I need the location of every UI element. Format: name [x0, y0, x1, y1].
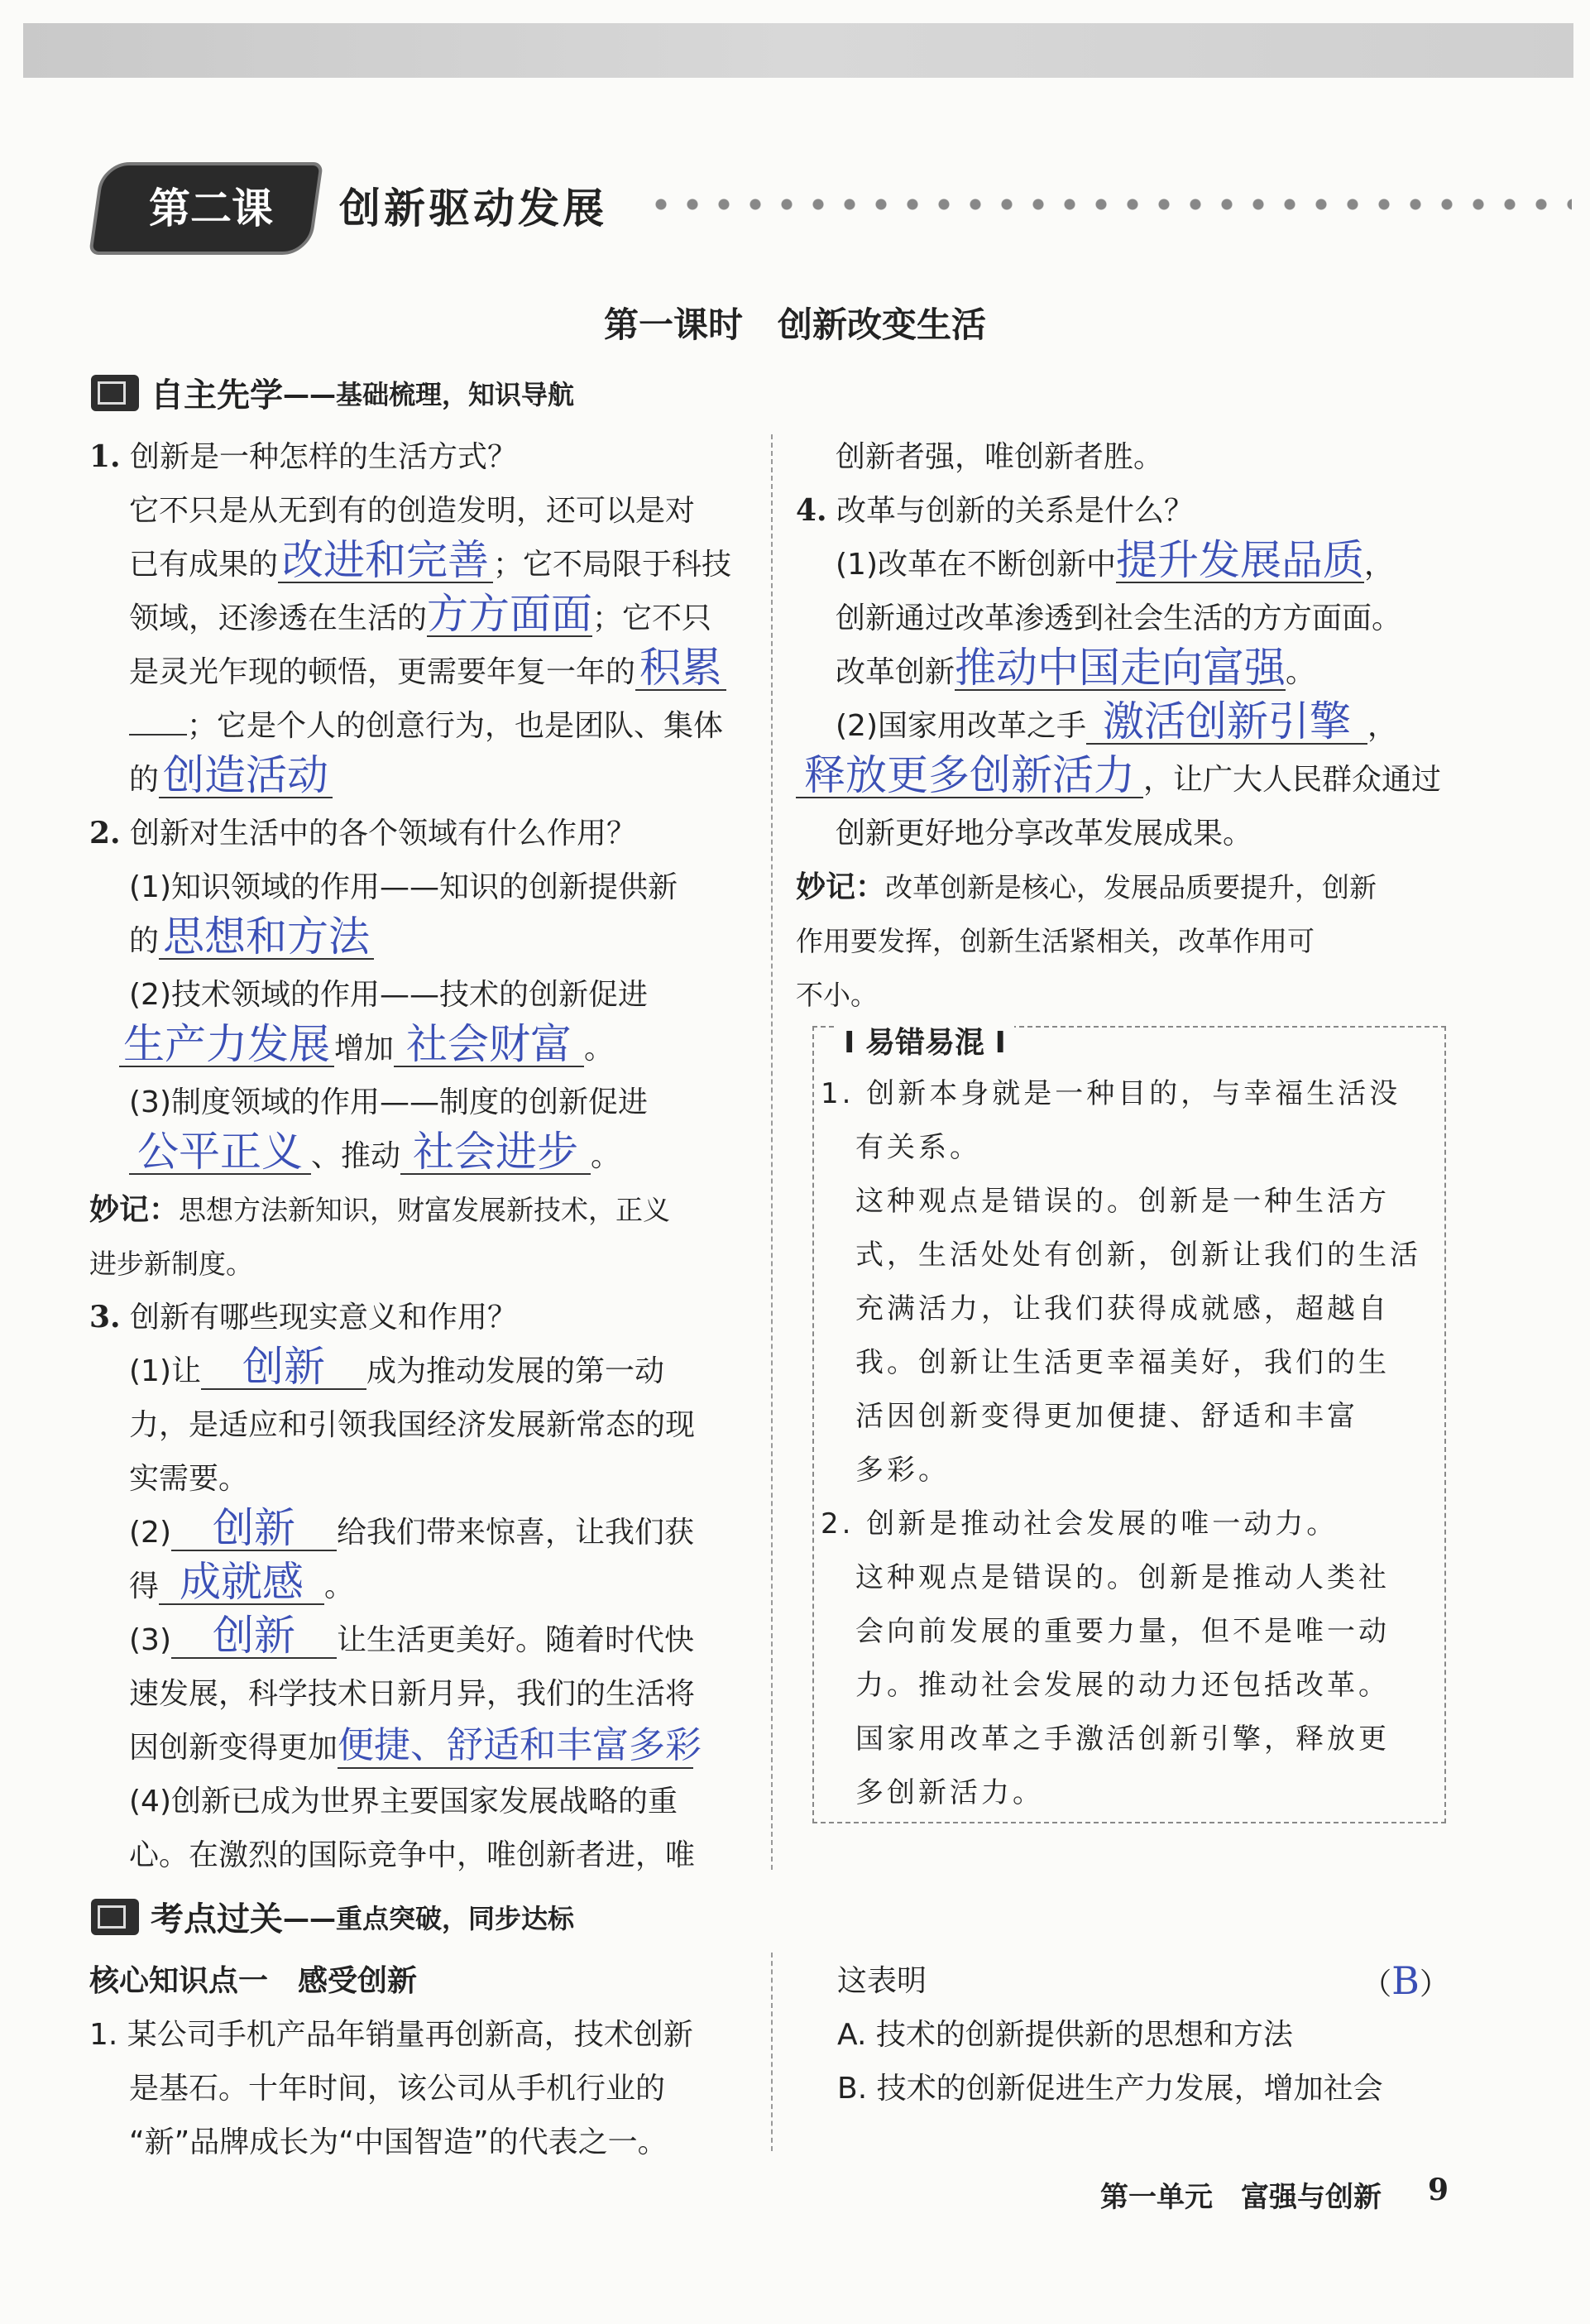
answer-blank: 推动中国走向富强 — [955, 644, 1286, 692]
section-heading-checkpoint — [91, 1893, 574, 1940]
section-subtitle: ——基础梳理，知识导航 — [283, 378, 575, 410]
answer-blank: 便捷、舒适和丰富多彩 — [338, 1724, 693, 1769]
top-scan-band — [23, 23, 1573, 78]
question-1: 创新是一种怎样的生活方式？ — [130, 440, 518, 474]
section-subtitle: ——重点突破，同步达标 — [283, 1902, 575, 1934]
answer-blank: 公平正义 — [129, 1130, 311, 1175]
knowledge-point: 核心知识点一 感受创新 — [89, 1964, 418, 1998]
answer-blank: 释放更多创新活力 — [796, 754, 1143, 798]
answer-blank: 成就感 — [159, 1560, 324, 1605]
answer-blank: 社会进步 — [400, 1130, 591, 1175]
answer-blank: 方方面面 — [427, 590, 593, 638]
notebook-icon — [91, 375, 139, 411]
answer-blank: 提升发展品质 — [1116, 536, 1364, 584]
mnemonic-label: 妙记： — [89, 1193, 180, 1227]
question-2: 创新对生活中的各个领域有什么作用？ — [130, 817, 637, 851]
answer-blank: 思想和方法 — [159, 915, 374, 960]
section-title: 考点过关 — [151, 1900, 283, 1938]
answer-blank: 生产力发展 — [119, 1023, 334, 1067]
question-text: 1. 某公司手机产品年销量再创新高，技术创新 — [89, 2018, 693, 2052]
lesson-tag: 第二课 — [149, 184, 273, 232]
left-column: 1. 创新是一种怎样的生活方式？ 它不只是从无到有的创造发明，还可以是对 已有成果的 改进和完善 ；它不局限于科技 领域，还渗透在生活的方方面面；它不只 是灵光乍现的顿悟，更需要年复一年的 积累 ；它是个人的创意行为，也是团队、集体 的 创造活动 2. 创新对生活中的各个领域有什么作用？ (1)知识领域的作用——知识的创新提供新 的 思想和方法 (2)技术领域的作用——技术的创新促进 生产力发展 增加 社会财富 。 (3)制度领域的作用——制度的创新促进 公平正义 、推动 社会进步 。 妙记：思想方法新知识，财富发展新技术，正义 进步新制度。 3. 创新有哪些现实意义和作用？ (1)让 创新 成为推动发展的第一动 力，是适应和引领我国经济发展新常态的现 实需要。 (2) 创新 给我们带来惊喜，让我们获 得 成就感 。 (3) 创新 让生活更美好。随着时代快 速发展，科学技术日新月异，我们的生活将 因创新变得更加便捷、舒适和丰富多彩 (4)创新已成为世界主要国家发展战略的重 心。在激烈的国际竞争中，唯创新者进，唯 — [89, 439, 732, 1872]
answer-blank: 积累 — [635, 646, 726, 691]
answer-blank: 激活创新引擎 — [1086, 700, 1367, 745]
answer-blank: 社会财富 — [394, 1023, 584, 1067]
answer-choice: B — [1391, 1958, 1420, 2003]
section-title: 自主先学 — [151, 376, 283, 414]
blank-continuation — [129, 734, 187, 736]
column-divider — [771, 434, 773, 1870]
answer-blank: 改进和完善 — [278, 539, 493, 583]
common-mistakes-body: 1. 创新本身就是一种目的，与幸福生活没 有关系。 这种观点是错误的。创新是一种生活方 式，生活处处有创新，创新让我们的生活 充满活力，让我们获得成就感，超越自 我。创新让生活更幸福美好，我们的生 活因创新变得更加便捷、舒适和丰富 多彩。 2. 创新是推动社会发展的唯一动力。 这种观点是错误的。创新是推动人类社 会向前发展的重要力量，但不是唯一动 力。推动社会发展的动力还包括改革。 国家用改革之手激活创新引擎，释放更 多创新活力。 — [821, 1077, 1421, 1809]
question-3: 创新有哪些现实意义和作用？ — [130, 1301, 518, 1335]
page-subtitle: 第一课时 创新改变生活 — [603, 304, 986, 345]
lesson-title: 创新驱动发展 — [339, 184, 607, 232]
footer-unit: 第一单元 富强与创新 — [1100, 2181, 1382, 2214]
answer-blank: 创造活动 — [159, 754, 333, 798]
page-number: 9 — [1428, 2173, 1449, 2207]
column-divider-bottom — [771, 1953, 773, 2151]
question-4: 改革与创新的关系是什么？ — [836, 494, 1195, 528]
notebook-icon — [91, 1899, 139, 1935]
common-mistakes-title: I 易错易混 I — [836, 1019, 1014, 1061]
answer-blank: 创新 — [201, 1345, 366, 1390]
option-b: B. 技术的创新促进生产力发展，增加社会 — [837, 2072, 1383, 2106]
section-heading-self-study — [91, 369, 574, 416]
mnemonic-label: 妙记： — [796, 870, 886, 904]
right-column: 创新者强，唯创新者胜。 4. 改革与创新的关系是什么？ (1)改革在不断创新中提升发展品质， 创新通过改革渗透到社会生活的方方面面。 改革创新推动中国走向富强。 (2)国家用改革之手 激活创新引擎 ， 释放更多创新活力 ，让广大人民群众通过 创新更好地分享改革发展成果。 妙记：改革创新是核心，发展品质要提升，创新 作用要发挥，创新生活紧相关，改革作用可 不小。 — [796, 440, 1442, 1011]
answer-blank: 创新 — [171, 1614, 337, 1659]
dotted-divider — [645, 199, 1572, 210]
bottom-left: 核心知识点一 感受创新 1. 某公司手机产品年销量再创新高，技术创新 是基石。十年时间，该公司从手机行业的 “新”品牌成长为“中国智造”的代表之一。 — [89, 1954, 751, 2169]
answer-blank: 创新 — [171, 1507, 337, 1551]
bottom-right: 这表明 （B） A. 技术的创新提供新的思想和方法 B. 技术的创新促进生产力发展，增加社会 — [837, 1954, 1466, 2116]
option-a: A. 技术的创新提供新的思想和方法 — [837, 2018, 1293, 2052]
answer-bracket: （B） — [1362, 1958, 1449, 2003]
